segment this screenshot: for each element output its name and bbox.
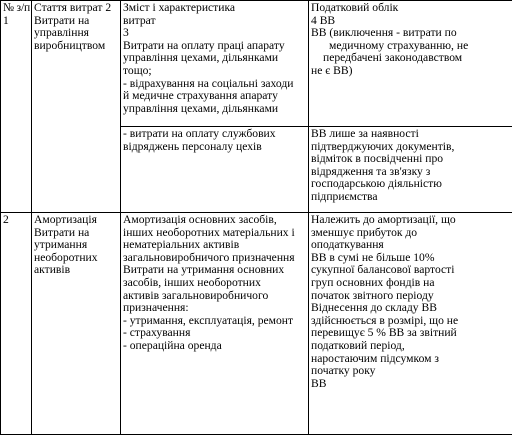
cell-line: ВВ лише за наявності — [311, 127, 419, 140]
cell-line: ВВ (виключення - витрати по — [311, 26, 457, 40]
cell-line: тощо; — [123, 63, 152, 77]
cell-line: господарською діяльністю — [311, 177, 442, 191]
cell-line: оподаткування — [311, 238, 384, 252]
cell-line: ВВ в сумі не більше 10% — [311, 250, 435, 264]
cell-line: 4 ВВ — [311, 13, 336, 27]
cell-line: витрат — [123, 13, 156, 27]
cell-line: ВВ — [311, 376, 327, 390]
cell-line: управління — [34, 26, 90, 40]
cell-line: Амортизація основних засобів, — [123, 213, 277, 226]
cell-line: відрядження та зв'язку з — [311, 164, 431, 178]
cell-line: Витрати на — [34, 13, 90, 27]
cell-line: - операційна оренда — [123, 338, 222, 352]
cell-line: 3 — [123, 26, 129, 40]
cell-line: 2 — [3, 213, 9, 226]
cell-line: Належить до амортизації, що — [311, 213, 456, 226]
cell-line: Витрати на утримання основних — [123, 263, 285, 277]
cell-line: - відрахування на соціальні заходи — [123, 76, 294, 90]
cell-line: не є ВВ) — [311, 63, 353, 77]
cell-line: податковий період, — [311, 338, 405, 352]
content-cell — [121, 213, 309, 435]
cell-line: перевищує 5 % ВВ за звітний — [311, 326, 457, 340]
tax-cell — [309, 213, 512, 435]
cell-line: управління цехами, дільянками — [123, 101, 279, 115]
cell-line: підприємства — [311, 189, 378, 203]
cell-line: № з/п — [3, 1, 30, 14]
cell-line: підтверджуючих документів, — [311, 139, 455, 153]
cell-line: відміток в посвідченні про — [311, 152, 444, 166]
category-cell — [32, 213, 121, 435]
cell-line: необоротних — [34, 250, 98, 264]
cell-line: відряджень персоналу цехів — [123, 139, 262, 153]
cell-line: передбачені законодавством — [323, 51, 463, 65]
cell-line: утримання — [34, 238, 88, 252]
cell-line: сукупної балансової вартості — [311, 263, 455, 277]
cell-line: - страхування — [123, 326, 191, 340]
cell-line: початку року — [311, 364, 376, 378]
cell-line: управління цехами, дільянками — [123, 51, 279, 65]
content-cell — [121, 1, 309, 127]
cell-line: груп основних фондів на — [311, 275, 435, 289]
num-cell — [1, 213, 32, 435]
cell-line: здійснюється в розмірі, що не — [311, 313, 459, 327]
cell-line: активів загальновиробничого — [123, 288, 269, 302]
cell-line: загальновиробничого призначення — [123, 250, 295, 264]
cell-line: - утримання, експлуатація, ремонт — [123, 313, 294, 327]
cell-line: Зміст і характеристика — [123, 1, 236, 14]
cell-line: Витрати на оплату праці апарату — [123, 38, 285, 52]
cell-line: - витрати на оплату службових — [123, 127, 276, 140]
table-row — [1, 213, 512, 435]
cell-line: нематеріальних активів — [123, 238, 240, 252]
cell-line: 1 — [3, 13, 9, 27]
cell-line: Податковий облік — [311, 1, 399, 14]
cell-line: Віднесення до складу ВВ — [311, 301, 437, 315]
cell-line: медичному страхуванню, не — [329, 38, 469, 52]
cell-line: початок звітного періоду — [311, 288, 434, 302]
cell-line: Стаття витрат 2 — [34, 1, 112, 14]
cell-line: активів — [34, 263, 71, 277]
tax-cell — [309, 127, 512, 213]
cell-line: зменшує прибуток до — [311, 225, 418, 239]
cell-line: й медичне страхування апарату — [123, 89, 278, 103]
cell-line: інших необоротних матеріальних і — [123, 225, 295, 239]
cell-line: засобів, інших необоротних — [123, 275, 261, 289]
table-row — [1, 1, 512, 127]
content-cell — [121, 127, 309, 213]
cell-line: призначення: — [123, 301, 189, 315]
cell-line: Витрати на — [34, 225, 90, 239]
tax-cell — [309, 1, 512, 127]
num-cell — [1, 1, 32, 213]
cell-line: виробництвом — [34, 38, 106, 52]
cell-line: Амортизація — [34, 213, 97, 226]
cell-line: наростаючим підсумком з — [311, 351, 439, 365]
category-cell — [32, 1, 121, 213]
